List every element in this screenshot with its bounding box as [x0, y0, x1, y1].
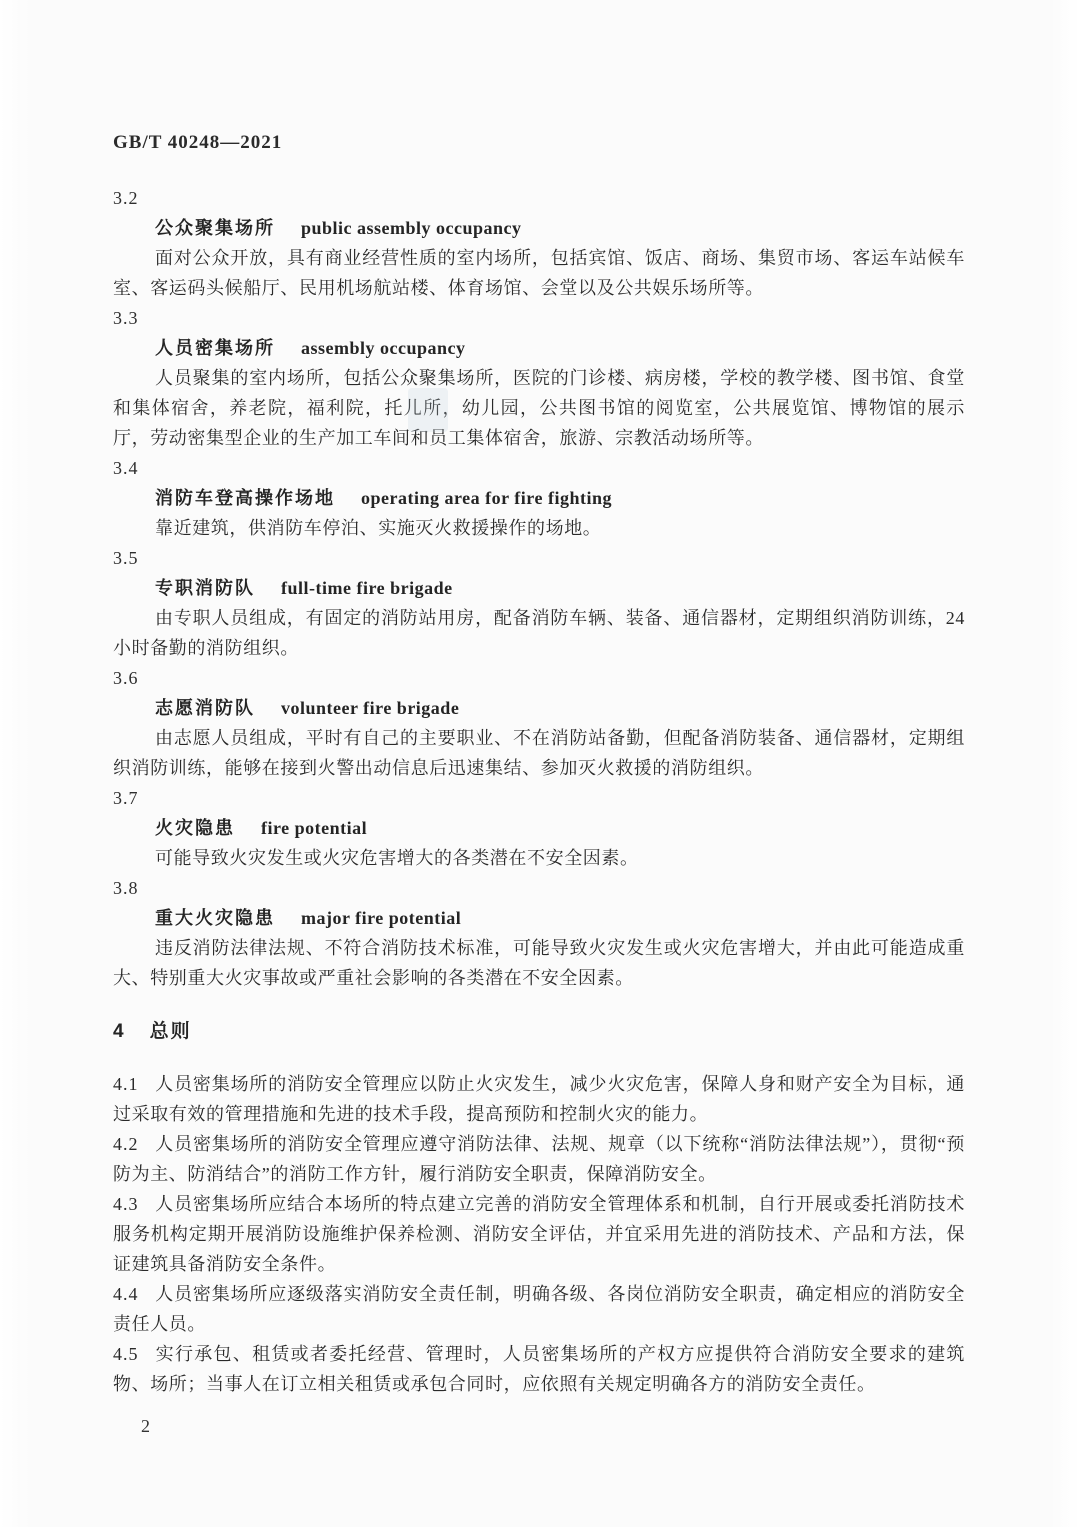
term-name-cn: 重大火灾隐患	[155, 908, 275, 928]
term-definition: 由志愿人员组成，平时有自己的主要职业、不在消防站备勤，但配备消防装备、通信器材，定期组织消防训练，能够在接到火警出动信息后迅速集结、参加灭火救援的消防组织。	[113, 728, 965, 778]
term-definition: 违反消防法律法规、不符合消防技术标准，可能导致火灾发生或火灾危害增大，并由此可能造成重大、特别重大火灾事故或严重社会影响的各类潜在不安全因素。	[113, 938, 965, 988]
term-definition: 靠近建筑，供消防车停泊、实施灭火救援操作的场地。	[155, 518, 602, 538]
clause-number: 4.4	[113, 1284, 139, 1304]
term-number: 3.6	[113, 668, 139, 688]
term-name-cn: 公众聚集场所	[155, 218, 275, 238]
term-number: 3.2	[113, 188, 139, 208]
term-heading	[113, 693, 965, 723]
term-section-3-7	[113, 783, 965, 873]
clause-text: 人员密集场所应结合本场所的特点建立完善的消防安全管理体系和机制，自行开展或委托消防技术服务机构定期开展消防设施维护保养检测、消防安全评估，并宜采用先进的消防技术、产品和方法，保证建筑具备消防安全条件。	[113, 1194, 965, 1274]
term-name-en: full-time fire brigade	[281, 578, 453, 598]
term-name-en: volunteer fire brigade	[281, 698, 460, 718]
term-section-3-3	[113, 303, 965, 453]
clause-4-4	[113, 1279, 965, 1339]
clause-number: 4.1	[113, 1074, 139, 1094]
clause-4-5	[113, 1339, 965, 1399]
clause-4-2	[113, 1129, 965, 1189]
term-name-en: public assembly occupancy	[301, 218, 522, 238]
term-name-cn: 人员密集场所	[155, 338, 275, 358]
clause-number: 4.5	[113, 1344, 139, 1364]
term-heading	[113, 903, 965, 933]
clause-text: 人员密集场所应逐级落实消防安全责任制，明确各级、各岗位消防安全职责，确定相应的消防安全责任人员。	[113, 1284, 965, 1334]
term-name-en: assembly occupancy	[301, 338, 466, 358]
clause-text: 人员密集场所的消防安全管理应以防止火灾发生，减少火灾危害，保障人身和财产安全为目标，通过采取有效的管理措施和先进的技术手段，提高预防和控制火灾的能力。	[113, 1074, 965, 1124]
term-name-en: fire potential	[261, 818, 368, 838]
term-number: 3.4	[113, 458, 139, 478]
term-heading	[113, 813, 965, 843]
clause-4-3	[113, 1189, 965, 1279]
term-definition: 由专职人员组成，有固定的消防站用房，配备消防车辆、装备、通信器材，定期组织消防训练，24 小时备勤的消防组织。	[113, 608, 965, 658]
page-number: 2	[141, 1416, 150, 1436]
clause-4-1	[113, 1069, 965, 1129]
term-definition: 面对公众开放，具有商业经营性质的室内场所，包括宾馆、饭店、商场、集贸市场、客运车站候车室、客运码头候船厅、民用机场航站楼、体育场馆、会堂以及公共娱乐场所等。	[113, 248, 965, 298]
clause-number: 4.3	[113, 1194, 139, 1214]
term-definition: 人员聚集的室内场所，包括公众聚集场所，医院的门诊楼、病房楼，学校的教学楼、图书馆、食堂和集体宿舍，养老院，福利院，托儿所，幼儿园，公共图书馆的阅览室，公共展览馆、博物馆的展示厅，劳动密集型企业的生产加工车间和员工集体宿舍，旅游、宗教活动场所等。	[113, 368, 965, 448]
term-number: 3.7	[113, 788, 139, 808]
term-heading	[113, 483, 965, 513]
term-number: 3.3	[113, 308, 139, 328]
standard-number: GB/T 40248—2021	[113, 132, 283, 153]
chapter-heading	[113, 1017, 965, 1047]
term-number: 3.8	[113, 878, 139, 898]
term-name-cn: 志愿消防队	[155, 698, 255, 718]
term-number: 3.5	[113, 548, 139, 568]
chapter-number: 4	[113, 1021, 124, 1042]
term-section-3-5	[113, 543, 965, 663]
term-definition: 可能导致火灾发生或火灾危害增大的各类潜在不安全因素。	[155, 848, 639, 868]
clause-text: 实行承包、租赁或者委托经营、管理时，人员密集场所的产权方应提供符合消防安全要求的建筑物、场所；当事人在订立相关租赁或承包合同时，应依照有关规定明确各方的消防安全责任。	[113, 1344, 965, 1394]
term-section-3-4	[113, 453, 965, 543]
clause-number: 4.2	[113, 1134, 139, 1154]
term-heading	[113, 573, 965, 603]
term-name-en: major fire potential	[301, 908, 462, 928]
term-heading	[113, 333, 965, 363]
term-name-en: operating area for fire fighting	[361, 488, 612, 508]
term-name-cn: 火灾隐患	[155, 818, 235, 838]
term-name-cn: 消防车登高操作场地	[155, 488, 335, 508]
term-section-3-2	[113, 183, 965, 303]
term-name-cn: 专职消防队	[155, 578, 255, 598]
term-heading	[113, 213, 965, 243]
clause-text: 人员密集场所的消防安全管理应遵守消防法律、法规、规章（以下统称“消防法律法规”），贯彻“预防为主、防消结合”的消防工作方针，履行消防安全职责，保障消防安全。	[113, 1134, 965, 1184]
chapter-title: 总则	[149, 1021, 192, 1042]
term-section-3-8	[113, 873, 965, 993]
term-section-3-6	[113, 663, 965, 783]
